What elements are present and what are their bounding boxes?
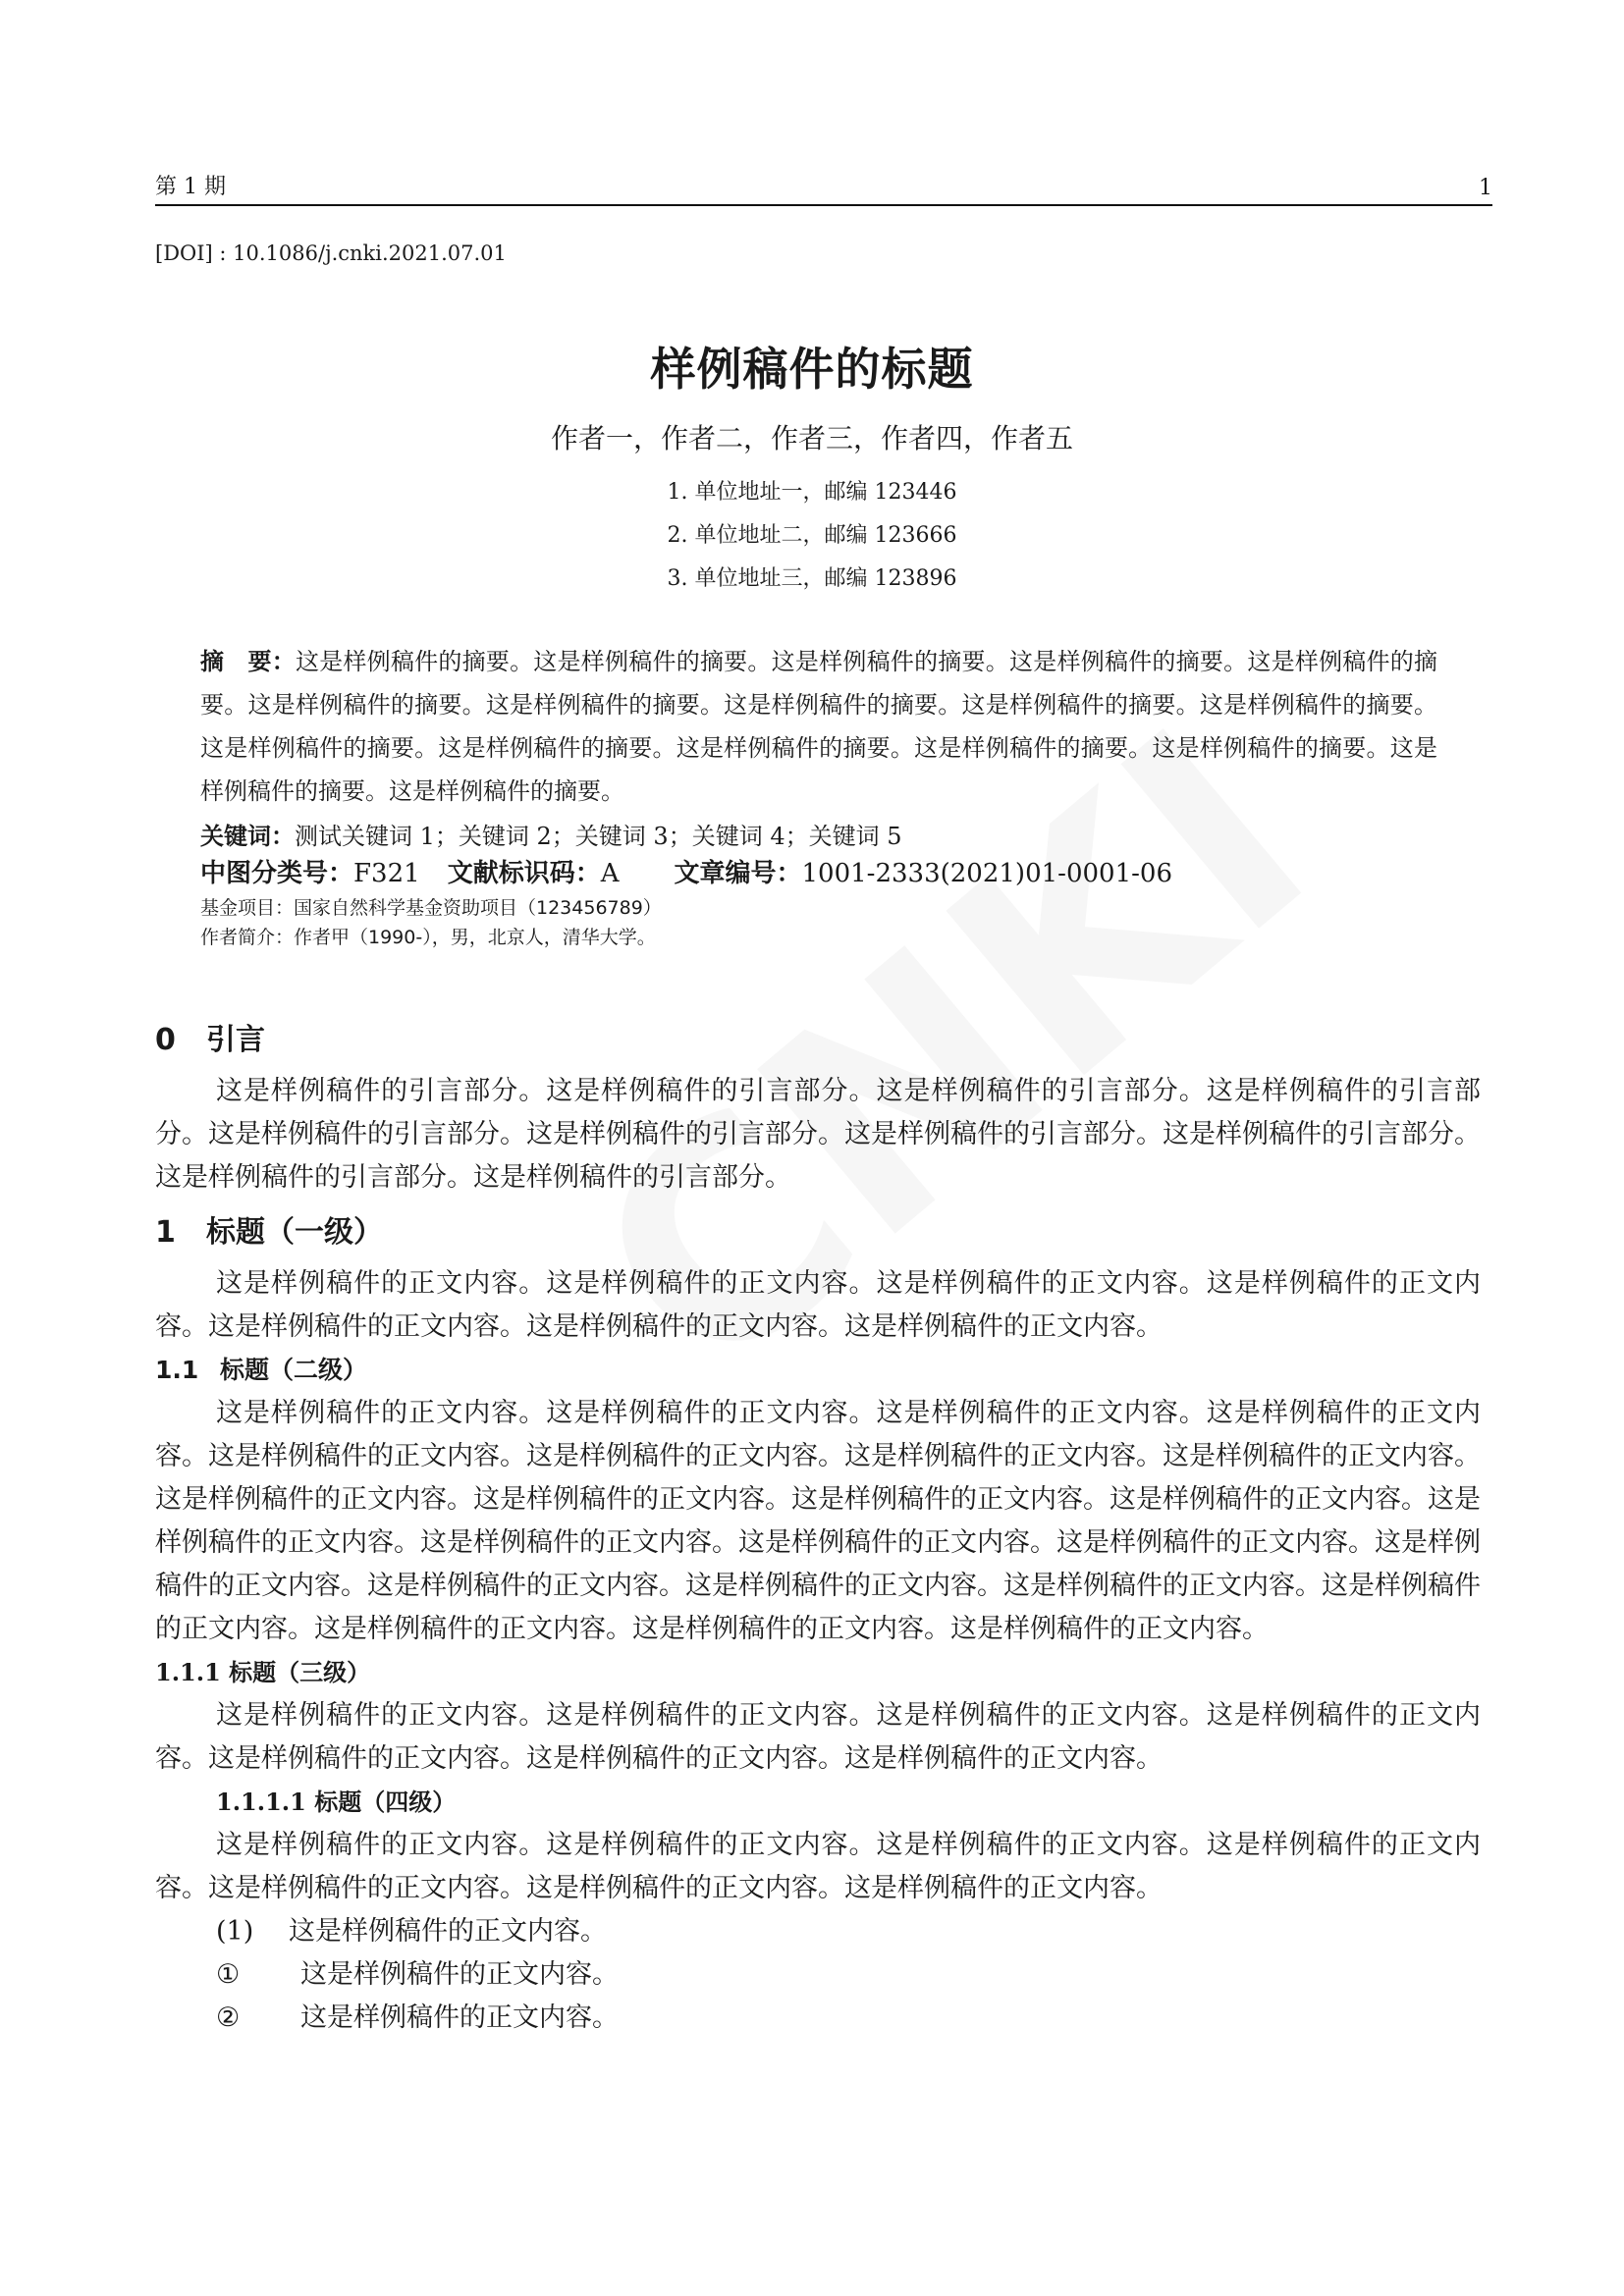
article-number-label: 文章编号： — [674, 859, 802, 888]
fund-line: 基金项目：国家自然科学基金资助项目（123456789） — [200, 897, 662, 919]
section-heading-1-1-1: 1.1.1 标题（三级） — [155, 1658, 371, 1686]
abstract-text: 这是样例稿件的摘要。这是样例稿件的摘要。这是样例稿件的摘要。这是样例稿件的摘要。这是样例稿件的摘要。这是样例稿件的摘要。这是样例稿件的摘要。这是样例稿件的摘要。这是样例稿件的摘要。这是样例稿件的摘要。这是样例稿件的摘要。这是样例稿件的摘要。这是样例稿件的摘要。这是样例稿件的摘要。这是样例稿件的摘要。这是样例稿件的摘要。这是样例稿件的摘要。 — [200, 648, 1438, 805]
affiliation-1: 1. 单位地址一，邮编 123446 — [667, 480, 957, 505]
list-marker: ② — [216, 2002, 241, 2033]
clc-value: F321 — [353, 859, 420, 888]
affiliation-3: 3. 单位地址三，邮编 123896 — [667, 566, 957, 591]
section-title: 标题（一级） — [206, 1215, 383, 1250]
keywords-line — [200, 819, 1437, 854]
doi-line: [DOI] : 10.1086/j.cnki.2021.07.01 — [155, 241, 507, 265]
clc-label: 中图分类号： — [200, 859, 354, 888]
doc-code-label: 文献标识码： — [447, 859, 601, 888]
affiliation-2: 2. 单位地址二，邮编 123666 — [667, 523, 957, 548]
article-number-value: 1001-2333(2021)01-0001-06 — [801, 859, 1172, 888]
section-number: 0 — [155, 1023, 176, 1057]
section-heading-1-1 — [155, 1349, 1481, 1392]
list-text: 这是样例稿件的正文内容。 — [289, 1916, 607, 1947]
abstract-block — [200, 640, 1437, 952]
abstract-label: 摘 要： — [200, 648, 296, 675]
list-marker: ① — [216, 1959, 241, 1990]
section-heading-1-1-1-1: 1.1.1.1 标题（四级） — [216, 1788, 457, 1816]
keywords-text: 测试关键词 1；关键词 2；关键词 3；关键词 4；关键词 5 — [295, 823, 902, 850]
section-heading-1 — [155, 1203, 1481, 1262]
section-title: 引言 — [206, 1023, 265, 1057]
section-number: 1.1 — [155, 1356, 199, 1384]
section-number: 1 — [155, 1215, 176, 1250]
section-1-1-paragraph: 这是样例稿件的正文内容。这是样例稿件的正文内容。这是样例稿件的正文内容。这是样例稿件的正文内容。这是样例稿件的正文内容。这是样例稿件的正文内容。这是样例稿件的正文内容。这是样例稿件的正文内容。这是样例稿件的正文内容。这是样例稿件的正文内容。这是样例稿件的正文内容。这是样例稿件的正文内容。这是样例稿件的正文内容。这是样例稿件的正文内容。这是样例稿件的正文内容。这是样例稿件的正文内容。这是样例稿件的正文内容。这是样例稿件的正文内容。这是样例稿件的正文内容。这是样例稿件的正文内容。这是样例稿件的正文内容。这是样例稿件的正文内容。这是样例稿件的正文内容。这是样例稿件的正文内容。 — [155, 1398, 1481, 1644]
list-item — [155, 1910, 1481, 1953]
list-text: 这是样例稿件的正文内容。 — [300, 2002, 619, 2033]
list-item — [155, 1997, 1481, 2040]
author-list: 作者一，作者二，作者三，作者四，作者五 — [550, 422, 1073, 454]
abstract — [200, 640, 1437, 813]
running-header — [155, 173, 1492, 206]
section-1-1-1-1-paragraph: 这是样例稿件的正文内容。这是样例稿件的正文内容。这是样例稿件的正文内容。这是样例稿件的正文内容。这是样例稿件的正文内容。这是样例稿件的正文内容。这是样例稿件的正文内容。 — [155, 1830, 1481, 1903]
section-heading-intro — [155, 1011, 1481, 1070]
section-1-1-1-paragraph: 这是样例稿件的正文内容。这是样例稿件的正文内容。这是样例稿件的正文内容。这是样例稿件的正文内容。这是样例稿件的正文内容。这是样例稿件的正文内容。这是样例稿件的正文内容。 — [155, 1700, 1481, 1774]
issue-label: 第 1 期 — [155, 175, 226, 199]
section-title: 标题（二级） — [220, 1356, 368, 1384]
page-number: 1 — [1479, 176, 1492, 200]
list-marker: (1) — [216, 1916, 254, 1947]
list-text: 这是样例稿件的正文内容。 — [300, 1959, 619, 1990]
paper-title: 样例稿件的标题 — [650, 343, 974, 396]
author-bio-line: 作者简介：作者甲（1990-），男，北京人，清华大学。 — [200, 927, 656, 948]
section-1-paragraph: 这是样例稿件的正文内容。这是样例稿件的正文内容。这是样例稿件的正文内容。这是样例稿件的正文内容。这是样例稿件的正文内容。这是样例稿件的正文内容。这是样例稿件的正文内容。 — [155, 1268, 1481, 1342]
intro-paragraph: 这是样例稿件的引言部分。这是样例稿件的引言部分。这是样例稿件的引言部分。这是样例稿件的引言部分。这是样例稿件的引言部分。这是样例稿件的引言部分。这是样例稿件的引言部分。这是样例稿件的引言部分。这是样例稿件的引言部分。这是样例稿件的引言部分。 — [155, 1076, 1481, 1193]
keywords-label: 关键词： — [200, 823, 295, 850]
list-item — [155, 1953, 1481, 1997]
classification-line — [200, 854, 1437, 893]
doc-code-value: A — [600, 859, 620, 888]
paper-body — [155, 1011, 1481, 2040]
